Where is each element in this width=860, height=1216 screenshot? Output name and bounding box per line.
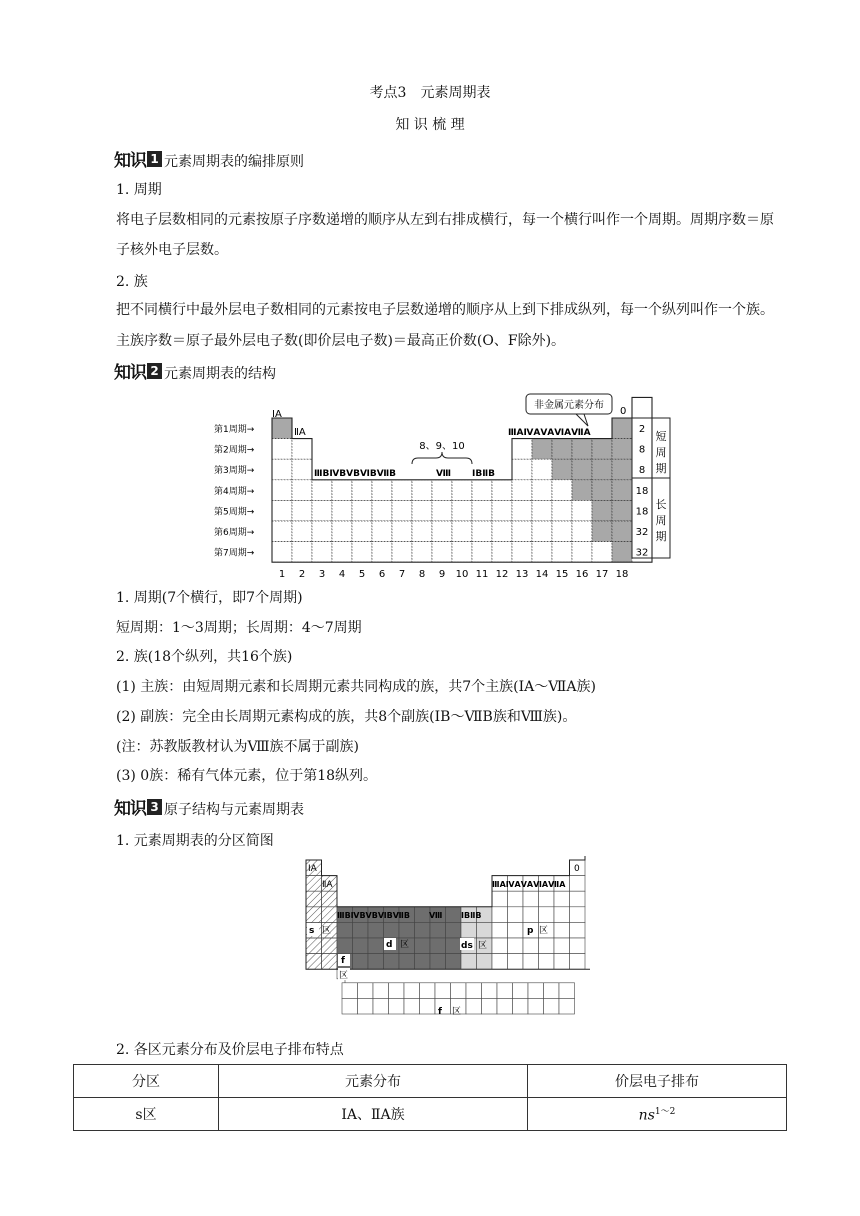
table-cell xyxy=(292,542,312,563)
block-cell xyxy=(523,891,539,907)
table-header-row xyxy=(74,1065,787,1098)
table-cell xyxy=(592,459,612,480)
f-row-cell xyxy=(358,998,374,1014)
block-cell xyxy=(446,938,462,954)
block-cell xyxy=(306,876,322,892)
config-sup: 1～2 xyxy=(654,1107,676,1118)
periodic-table-structure-figure xyxy=(210,392,680,580)
column-number: 16 xyxy=(575,569,589,580)
column-number: 15 xyxy=(555,569,569,580)
table-cell xyxy=(352,500,372,521)
table-cell xyxy=(552,500,572,521)
label-B: ⅢBⅣBⅤBⅥBⅦB xyxy=(314,469,397,479)
f-block-label: f xyxy=(341,956,345,966)
block-cell xyxy=(337,922,353,938)
table-cell xyxy=(312,480,332,501)
period-count: 18 xyxy=(635,506,649,518)
table-cell xyxy=(472,480,492,501)
block-cell xyxy=(322,954,338,970)
block-cell xyxy=(523,954,539,970)
section-title: 元素周期表的编排原则 xyxy=(164,154,304,170)
table-cell xyxy=(612,459,632,480)
f-block-q: 区 xyxy=(339,971,349,981)
period-count: 32 xyxy=(635,527,649,538)
f-row-cell xyxy=(404,998,420,1014)
label-IB-IIB: ⅠBⅡB xyxy=(472,469,495,479)
table-cell xyxy=(452,500,472,521)
block-cell xyxy=(353,922,369,938)
table-cell xyxy=(312,521,332,542)
f-row-cell xyxy=(497,983,513,999)
table-cell xyxy=(272,459,292,480)
block-cell xyxy=(446,907,462,923)
column-number: 17 xyxy=(595,569,609,580)
block-cell xyxy=(508,954,524,970)
label-VIII: Ⅷ xyxy=(436,469,452,479)
k2-line7: (3) 0族：稀有气体元素，位于第18纵列。 xyxy=(116,768,378,784)
label-zero: 0 xyxy=(620,406,627,417)
table-cell xyxy=(472,542,492,563)
table-cell xyxy=(292,521,312,542)
table-cell xyxy=(272,480,292,501)
period-label: 第3周期→ xyxy=(214,466,255,477)
ds-block-q: 区 xyxy=(478,941,488,951)
table-cell xyxy=(332,542,352,563)
table-cell xyxy=(532,521,552,542)
table-cell xyxy=(312,542,332,563)
knowledge-3-heading xyxy=(114,794,304,819)
block-cell xyxy=(492,891,508,907)
column-number: 7 xyxy=(398,569,406,580)
table-cell xyxy=(532,459,552,480)
table-cell xyxy=(432,500,452,521)
long-period-label xyxy=(656,498,667,543)
block-cell xyxy=(492,922,508,938)
table-cell xyxy=(492,480,512,501)
block-cell xyxy=(508,922,524,938)
k1-item2-title: 2. 族 xyxy=(116,274,148,290)
d-block-q: 区 xyxy=(400,940,410,950)
period-count: 8 xyxy=(638,444,646,456)
table-cell xyxy=(272,521,292,542)
table-cell xyxy=(592,521,612,542)
column-number: 5 xyxy=(358,569,366,580)
period-label: 第2周期→ xyxy=(214,445,255,456)
table-cell xyxy=(532,439,552,460)
short-period-label xyxy=(656,430,667,475)
table-cell xyxy=(292,459,312,480)
column-number: 4 xyxy=(338,569,346,580)
period-label: 第5周期→ xyxy=(214,507,255,518)
block-cell xyxy=(306,954,322,970)
block-cell xyxy=(368,938,384,954)
blk-zero: 0 xyxy=(574,864,580,874)
block-cell xyxy=(570,922,586,938)
block-cell xyxy=(554,891,570,907)
table-cell xyxy=(512,542,532,563)
p-block-label: p xyxy=(527,926,534,936)
table-cell xyxy=(612,500,632,521)
k2-line5: (2) 副族：完全由长周期元素构成的族，共8个副族(ⅠB～ⅦB族和Ⅷ族)。 xyxy=(116,709,577,725)
table-cell xyxy=(412,500,432,521)
f-row-cell xyxy=(559,983,575,999)
vertical-char: 长 xyxy=(655,498,667,511)
block-cell xyxy=(570,954,586,970)
table-cell xyxy=(612,439,632,460)
block-cell xyxy=(306,907,322,923)
table-cell xyxy=(272,500,292,521)
label-brace: 8、9、10 xyxy=(419,441,465,452)
block-cell xyxy=(554,907,570,923)
column-number: 12 xyxy=(495,569,509,580)
block-table xyxy=(73,1064,787,1131)
f-row-cell xyxy=(497,998,513,1014)
block-cell xyxy=(322,938,338,954)
f-row-cell xyxy=(420,998,436,1014)
vertical-char: 周 xyxy=(655,514,667,527)
config-base: ns xyxy=(638,1107,655,1124)
knowledge-2-heading xyxy=(114,358,276,383)
vertical-char: 周 xyxy=(655,446,667,459)
k3-line2: 2. 各区元素分布及价层电子排布特点 xyxy=(116,1042,344,1058)
f-row-cell xyxy=(528,998,544,1014)
period-counts xyxy=(636,424,649,559)
block-cell xyxy=(523,907,539,923)
table-cell xyxy=(472,500,492,521)
column-number: 6 xyxy=(378,569,386,580)
table-cell xyxy=(412,480,432,501)
block-cell xyxy=(554,954,570,970)
block-cell xyxy=(384,954,400,970)
table-cell xyxy=(552,439,572,460)
table-cell xyxy=(532,500,552,521)
s-block-q: 区 xyxy=(322,926,332,936)
table-cell xyxy=(372,480,392,501)
period-label: 第4周期→ xyxy=(214,486,255,497)
table-cell xyxy=(352,542,372,563)
block-cell xyxy=(570,938,586,954)
table-header: 分区 xyxy=(74,1065,219,1098)
period-label: 第7周期→ xyxy=(214,548,255,559)
block-cell xyxy=(368,954,384,970)
p-block-q: 区 xyxy=(539,926,549,936)
table-cell xyxy=(432,521,452,542)
table-cell xyxy=(352,480,372,501)
blk-IA: ⅠA xyxy=(308,864,317,874)
k2-line3: 2. 族(18个纵列，共16个族) xyxy=(116,649,293,665)
table-cell xyxy=(332,500,352,521)
period-label: 第1周期→ xyxy=(214,425,255,435)
block-cell xyxy=(508,907,524,923)
periodic-block-diagram xyxy=(300,856,590,1031)
f-row-cell xyxy=(435,983,451,999)
block-cell xyxy=(384,922,400,938)
vertical-char: 期 xyxy=(655,462,667,475)
block-cell xyxy=(570,907,586,923)
f-row-cell xyxy=(482,998,498,1014)
table-cell xyxy=(272,542,292,563)
column-number: 10 xyxy=(455,569,469,580)
knowledge-1-heading xyxy=(114,146,304,171)
table-cell xyxy=(272,439,292,460)
f-row-cell xyxy=(513,983,529,999)
block-cell xyxy=(415,922,431,938)
block-cell xyxy=(353,938,369,954)
table-cell xyxy=(612,542,632,563)
period-count: 2 xyxy=(638,424,646,435)
block-cell xyxy=(554,938,570,954)
f-row-cell xyxy=(528,983,544,999)
block-cell xyxy=(322,891,338,907)
table-cell xyxy=(492,542,512,563)
table-cell xyxy=(432,542,452,563)
f-row-q: 区 xyxy=(452,1007,462,1017)
f-row-cell xyxy=(544,983,560,999)
column-number: 14 xyxy=(535,569,549,580)
block-cell xyxy=(508,891,524,907)
knowledge-badge: 知识 3 xyxy=(114,794,162,819)
table-cell xyxy=(312,500,332,521)
k2-line1: 1. 周期(7个横行，即7个周期) xyxy=(116,590,303,606)
blk-B: ⅢBⅣBⅤBⅥBⅦB xyxy=(337,911,410,920)
f-row-cell xyxy=(373,983,389,999)
k2-line2: 短周期：1～3周期；长周期：4～7周期 xyxy=(116,620,362,636)
block-cell xyxy=(446,922,462,938)
table-cell-config xyxy=(528,1098,787,1131)
block-cell xyxy=(539,938,555,954)
f-row-cell xyxy=(358,983,374,999)
block-cell xyxy=(430,922,446,938)
table-cell xyxy=(452,521,472,542)
table-cell xyxy=(572,439,592,460)
block-cell xyxy=(570,891,586,907)
block-cell xyxy=(492,938,508,954)
block-cell xyxy=(415,954,431,970)
block-cell xyxy=(306,891,322,907)
table-cell xyxy=(452,480,472,501)
period-count: 8 xyxy=(638,465,646,477)
f-row-cell xyxy=(420,983,436,999)
table-cell xyxy=(512,500,532,521)
block-cell xyxy=(539,907,555,923)
table-cell xyxy=(572,500,592,521)
callout-pointer xyxy=(576,414,588,426)
table-cell xyxy=(512,521,532,542)
table-cell xyxy=(492,500,512,521)
period-count: 32 xyxy=(635,547,649,559)
table-cell xyxy=(452,542,472,563)
section-title: 元素周期表的结构 xyxy=(164,366,276,382)
f-row-cell xyxy=(342,998,358,1014)
table-cell xyxy=(592,439,612,460)
f-row-cell xyxy=(482,983,498,999)
column-number: 13 xyxy=(515,569,529,580)
f-row-cell xyxy=(559,998,575,1014)
f-row-cell xyxy=(404,983,420,999)
page-subtitle: 知 识 梳 理 xyxy=(395,117,465,133)
column-number: 9 xyxy=(438,569,446,580)
k1-item1-text: 将电子层数相同的元素按原子序数递增的顺序从左到右排成横行，每一个横行叫作一个周期。周期序数＝原子核外电子层数。 xyxy=(116,212,774,258)
block-cell xyxy=(415,907,431,923)
label-IIA: ⅡA xyxy=(294,427,306,438)
s-block-label: s xyxy=(309,926,315,936)
table-cell xyxy=(572,459,592,480)
blk-VIII: Ⅷ xyxy=(429,911,443,920)
column-number: 3 xyxy=(318,569,326,580)
table-cell xyxy=(372,542,392,563)
table-header: 元素分布 xyxy=(219,1065,528,1098)
period-label: 第6周期→ xyxy=(214,528,255,538)
table-cell xyxy=(592,480,612,501)
block-cell xyxy=(539,954,555,970)
column-number: 2 xyxy=(298,569,306,580)
f-row-cell xyxy=(451,983,467,999)
k3-line1: 1. 元素周期表的分区简图 xyxy=(116,833,274,849)
table-cell xyxy=(472,521,492,542)
table-cell xyxy=(492,521,512,542)
f-row-cell xyxy=(466,983,482,999)
d-block-label: d xyxy=(386,940,393,950)
block-cell xyxy=(461,922,477,938)
column-number: 1 xyxy=(278,569,286,580)
table-cell xyxy=(572,542,592,563)
table-cell xyxy=(272,418,292,439)
f-row-cell xyxy=(544,998,560,1014)
column-number: 8 xyxy=(418,569,426,580)
table-cell xyxy=(512,459,532,480)
block-cell xyxy=(399,954,415,970)
f-row-label: f xyxy=(438,1007,442,1017)
table-cell xyxy=(572,480,592,501)
table-cell-zone: s区 xyxy=(74,1098,219,1131)
ds-block-label: ds xyxy=(461,941,473,951)
column-number: 11 xyxy=(475,569,489,580)
block-cell xyxy=(415,938,431,954)
table-header: 价层电子排布 xyxy=(528,1065,787,1098)
f-row-cell xyxy=(373,998,389,1014)
knowledge-badge: 知识 1 xyxy=(114,146,162,171)
table-cell xyxy=(612,418,632,439)
block-cell xyxy=(492,907,508,923)
blk-IBIIB: ⅠBⅡB xyxy=(461,911,482,920)
table-cell xyxy=(392,542,412,563)
table-cell xyxy=(552,542,572,563)
block-cell xyxy=(523,938,539,954)
table-cell xyxy=(592,500,612,521)
block-cell xyxy=(430,938,446,954)
table-cell xyxy=(412,542,432,563)
page-title: 考点3 元素周期表 xyxy=(369,85,491,101)
block-cell xyxy=(368,922,384,938)
block-cell xyxy=(430,954,446,970)
table-cell xyxy=(372,500,392,521)
blk-IIA: ⅡA xyxy=(322,880,333,890)
block-cell xyxy=(477,954,493,970)
table-cell xyxy=(372,521,392,542)
table-cell xyxy=(552,521,572,542)
column-number: 18 xyxy=(615,569,629,580)
table-cell xyxy=(292,439,312,460)
f-row-cell xyxy=(389,998,405,1014)
block-cell xyxy=(570,876,586,892)
table-cell xyxy=(332,480,352,501)
knowledge-badge: 知识 2 xyxy=(114,358,162,383)
table-cell xyxy=(332,521,352,542)
period-count: 18 xyxy=(635,485,649,497)
table-row xyxy=(74,1098,787,1131)
block-cell xyxy=(337,938,353,954)
block-cell xyxy=(446,954,462,970)
table-cell xyxy=(572,521,592,542)
f-row-cell xyxy=(389,983,405,999)
block-cell xyxy=(554,922,570,938)
blk-A: ⅢAⅣAⅤAⅥAⅦA xyxy=(492,880,566,889)
k1-item1-title: 1. 周期 xyxy=(116,182,162,198)
table-cell xyxy=(552,459,572,480)
f-row-cell xyxy=(513,998,529,1014)
k2-line4: (1) 主族：由短周期元素和长周期元素共同构成的族，共7个主族(ⅠA～ⅦA族) xyxy=(116,679,596,695)
table-cell xyxy=(512,439,532,460)
table-cell xyxy=(392,500,412,521)
table-cell xyxy=(392,521,412,542)
table-cell xyxy=(292,500,312,521)
block-cell xyxy=(477,922,493,938)
table-cell xyxy=(552,480,572,501)
table-cell xyxy=(532,542,552,563)
block-cell xyxy=(306,938,322,954)
brace xyxy=(412,452,472,464)
block-cell xyxy=(353,954,369,970)
block-cell xyxy=(322,907,338,923)
callout-text: 非金属元素分布 xyxy=(534,400,604,411)
table-cell xyxy=(412,521,432,542)
block-cell xyxy=(539,891,555,907)
vertical-char: 短 xyxy=(655,430,667,443)
section-title: 原子结构与元素周期表 xyxy=(164,802,304,818)
block-cell xyxy=(492,954,508,970)
table-cell xyxy=(292,480,312,501)
k1-item2-text: 把不同横行中最外层电子数相同的元素按电子层数递增的顺序从上到下排成纵列，每一个纵列叫作一个族。主族序数＝原子最外层电子数(即价层电子数)＝最高正价数(O、F除外)。 xyxy=(116,302,774,349)
label-IA: ⅠA xyxy=(272,409,282,420)
k2-line6: (注：苏教版教材认为Ⅷ族不属于副族) xyxy=(116,739,359,755)
table-cell xyxy=(392,480,412,501)
table-cell xyxy=(532,480,552,501)
table-cell-dist: ⅠA、ⅡA族 xyxy=(219,1098,528,1131)
table-cell xyxy=(432,480,452,501)
table-cell xyxy=(352,521,372,542)
table-cell xyxy=(612,521,632,542)
block-cell xyxy=(508,938,524,954)
f-row-cell xyxy=(466,998,482,1014)
f-row-cell xyxy=(342,983,358,999)
label-A: ⅢAⅣAⅤAⅥAⅦA xyxy=(508,428,591,438)
table-cell xyxy=(592,542,612,563)
vertical-char: 期 xyxy=(655,530,667,543)
table-cell xyxy=(512,480,532,501)
block-cell xyxy=(461,954,477,970)
block-cell xyxy=(399,922,415,938)
table-cell xyxy=(612,480,632,501)
